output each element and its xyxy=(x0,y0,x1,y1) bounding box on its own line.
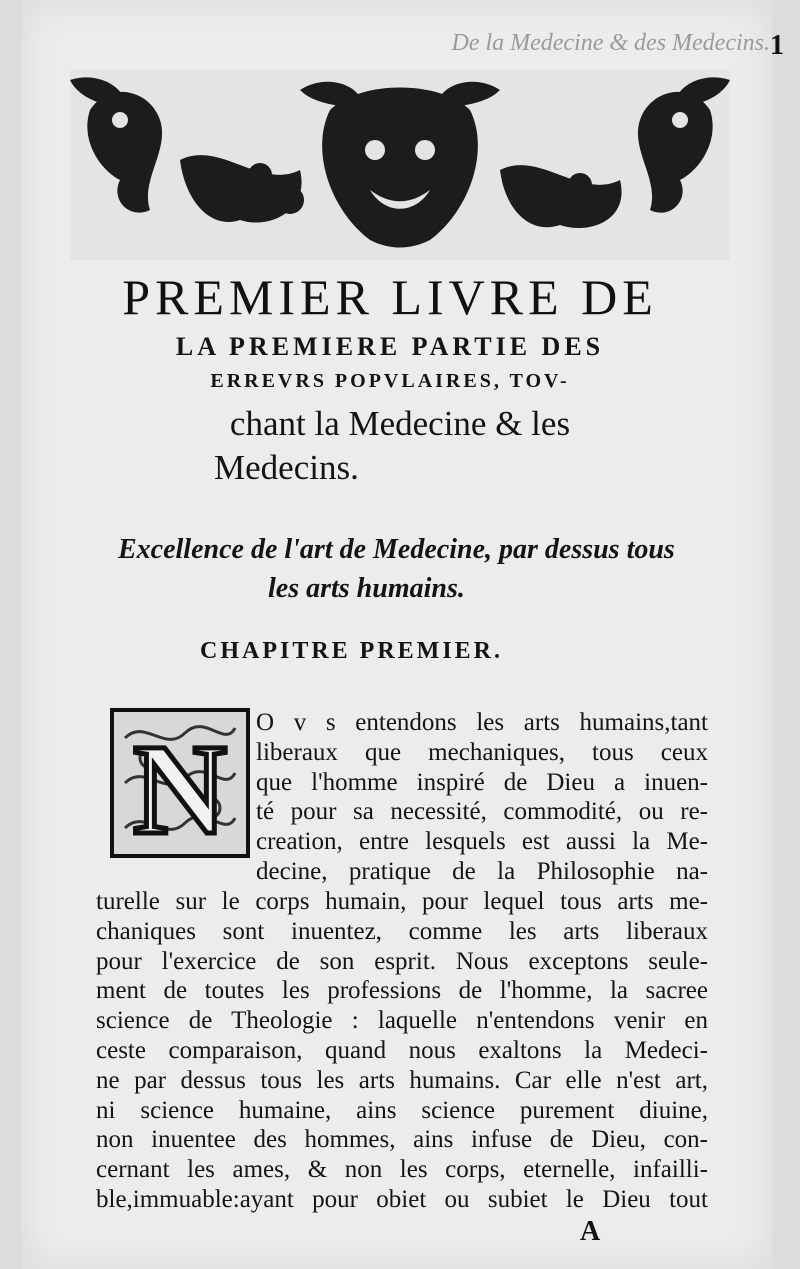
body-line: cernant les ames, & non les corps, eternelle, infailli- xyxy=(96,1156,708,1183)
page-number: 1 xyxy=(770,30,784,61)
title-line-3: ERREVRS POPVLAIRES, TOV- xyxy=(210,370,570,392)
body-line: science de Theologie : laquelle n'entendons venir en xyxy=(96,1007,708,1034)
body-line: creation, entre lesquels est aussi la Me- xyxy=(256,828,708,855)
drop-initial-letter: N xyxy=(133,718,227,858)
chapter-heading: CHAPITRE PREMIER. xyxy=(200,638,504,664)
ornamental-headpiece xyxy=(70,70,730,260)
section-heading-line-1: Excellence de l'art de Medecine, par dessus tous xyxy=(118,534,675,565)
running-head: De la Medecine & des Medecins. xyxy=(451,30,770,56)
body-line: ni science humaine, ains science purement diuine, xyxy=(96,1097,708,1124)
title-line-4: chant la Medecine & les xyxy=(229,404,571,443)
signature-mark: A xyxy=(580,1216,601,1247)
body-line: chaniques sont inuentez, comme les arts liberaux xyxy=(96,918,708,945)
section-heading-line-2: les arts humains. xyxy=(268,573,465,604)
body-line: ne par dessus tous les arts humains. Car elle n'est art, xyxy=(96,1067,708,1094)
body-line: liberaux que mechaniques, tous ceux xyxy=(256,739,708,766)
body-line: ceste comparaison, quand nous exaltons la Medeci- xyxy=(96,1037,708,1064)
body-line: ment de toutes les professions de l'homme, la sacree xyxy=(96,977,708,1004)
decorated-initial-n-icon xyxy=(110,708,250,858)
body-line: té pour sa necessité, commodité, ou re- xyxy=(256,798,708,825)
book-title: PREMIER LIVRE DE xyxy=(122,269,658,325)
body-line: O v s entendons les arts humains,tant xyxy=(256,709,708,736)
body-line: decine, pratique de la Philosophie na- xyxy=(256,858,708,885)
title-line-5: Medecins. xyxy=(214,448,359,487)
section-heading xyxy=(118,530,718,608)
body-line: que l'homme inspiré de Dieu a inuen- xyxy=(256,769,708,796)
body-line: non inuentee des hommes, ains infuse de Dieu, con- xyxy=(96,1126,708,1153)
body-line: ble,immuable:ayant pour obiet ou subiet le Dieu tout xyxy=(96,1186,708,1213)
title-line-2: LA PREMIERE PARTIE DES xyxy=(175,332,605,361)
body-line: pour l'exercice de son esprit. Nous exceptons seule- xyxy=(96,948,708,975)
body-line: turelle sur le corps humain, pour lequel tous arts me- xyxy=(96,888,708,915)
